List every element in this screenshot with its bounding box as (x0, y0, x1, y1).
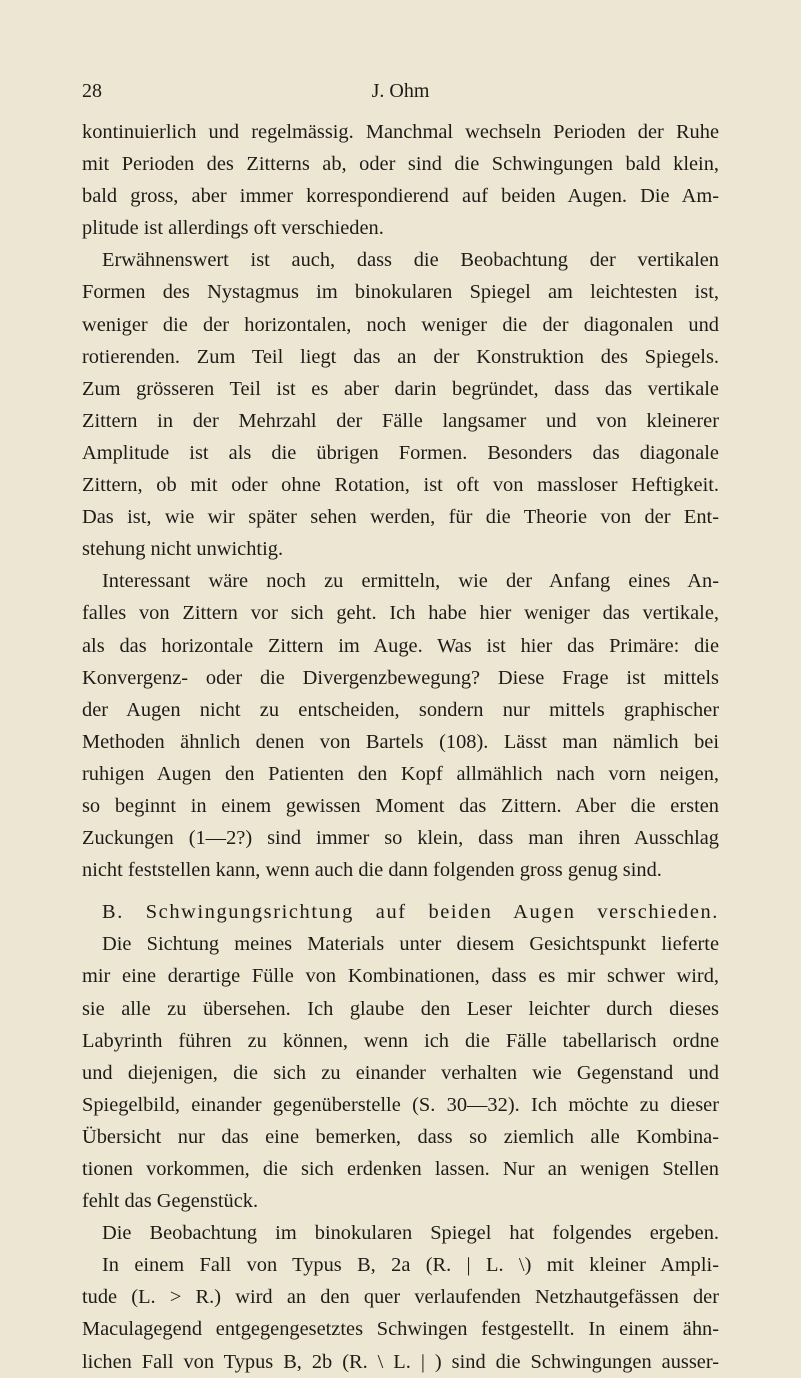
text-line: stehung nicht unwichtig. (82, 538, 284, 561)
text-line: mit Perioden des Zitterns ab, oder sind die Schwingungen bald klein, (82, 153, 719, 176)
text-line: plitude ist allerdings oft verschieden. (82, 217, 384, 240)
text-line: lichen Fall von Typus B, 2b (R. \ L. | ) sind die Schwingungen ausser- (82, 1350, 719, 1373)
text-line: Die Sichtung meines Materials unter diesem Gesichtspunkt lieferte (102, 933, 719, 956)
text-line: tude (L. > R.) wird an den quer verlaufenden Netzhautgefässen der (82, 1286, 719, 1309)
text-line: Zuckungen (1—2?) sind immer so klein, dass man ihren Ausschlag (82, 827, 719, 850)
text-line: Zittern, ob mit oder ohne Rotation, ist oft von massloser Heftigkeit. (82, 474, 719, 497)
text-line: Zum grösseren Teil ist es aber darin begründet, dass das vertikale (82, 377, 719, 400)
text-line: als das horizontale Zittern im Auge. Was ist hier das Primäre: die (82, 634, 719, 657)
text-line: bald gross, aber immer korrespondierend auf beiden Augen. Die Am- (82, 185, 719, 208)
text-line: mir eine derartige Fülle von Kombinationen, dass es mir schwer wird, (82, 965, 719, 988)
section-gap (82, 886, 719, 896)
text-line: Interessant wäre noch zu ermitteln, wie der Anfang eines An- (102, 570, 719, 593)
header-author: J. Ohm (371, 80, 430, 102)
text-line: fehlt das Gegenstück. (82, 1190, 259, 1213)
text-line: so beginnt in einem gewissen Moment das Zittern. Aber die ersten (82, 794, 719, 817)
text-line: Spiegelbild, einander gegenüberstelle (S. 30—32). Ich möchte zu dieser (82, 1093, 719, 1116)
section-heading: B. Schwingungsrichtung auf beiden Augen verschieden. (102, 901, 719, 924)
text-line: nicht feststellen kann, wenn auch die dann folgenden gross genug sind. (82, 859, 662, 882)
text-line: Amplitude ist als die übrigen Formen. Besonders das diagonale (82, 441, 719, 464)
text-line: Maculagegend entgegengesetztes Schwingen festgestellt. In einem ähn- (82, 1318, 719, 1341)
text-line: der Augen nicht zu entscheiden, sondern nur mittels graphischer (82, 698, 719, 721)
text-line: Methoden ähnlich denen von Bartels (108). Lässt man nämlich bei (82, 730, 719, 753)
text-line: Zittern in der Mehrzahl der Fälle langsamer und von kleinerer (82, 409, 719, 432)
text-line: falles von Zittern vor sich geht. Ich habe hier weniger das vertikale, (82, 602, 719, 625)
text-line: rotierenden. Zum Teil liegt das an der Konstruktion des Spiegels. (82, 345, 719, 368)
body-text (82, 116, 719, 1378)
text-line: Übersicht nur das eine bemerken, dass so ziemlich alle Kombina- (82, 1125, 719, 1148)
running-head (82, 76, 719, 106)
text-line: tionen vorkommen, die sich erdenken lassen. Nur an wenigen Stellen (82, 1158, 719, 1180)
text-line: weniger die der horizontalen, noch weniger die der diagonalen und (82, 313, 719, 336)
text-line: Labyrinth führen zu können, wenn ich die Fälle tabellarisch ordne (82, 1029, 719, 1052)
text-line: ruhigen Augen den Patienten den Kopf allmählich nach vorn neigen, (82, 762, 719, 785)
text-line: sie alle zu übersehen. Ich glaube den Leser leichter durch dieses (82, 997, 719, 1020)
text-line: und diejenigen, die sich zu einander verhalten wie Gegenstand und (82, 1061, 719, 1084)
text-line: Die Beobachtung im binokularen Spiegel hat folgendes ergeben. (102, 1222, 719, 1245)
text-line: Formen des Nystagmus im binokularen Spiegel am leichtesten ist, (82, 281, 719, 304)
text-line: kontinuierlich und regelmässig. Manchmal wechseln Perioden der Ruhe (82, 121, 719, 143)
text-line: In einem Fall von Typus B, 2a (R. | L. \) mit kleiner Ampli- (102, 1254, 719, 1277)
page-number: 28 (82, 80, 102, 102)
text-line: Erwähnenswert ist auch, dass die Beobachtung der vertikalen (102, 249, 719, 272)
text-line: Konvergenz- oder die Divergenzbewegung? Diese Frage ist mittels (82, 666, 719, 689)
text-line: Das ist, wie wir später sehen werden, für die Theorie von der Ent- (82, 506, 719, 529)
